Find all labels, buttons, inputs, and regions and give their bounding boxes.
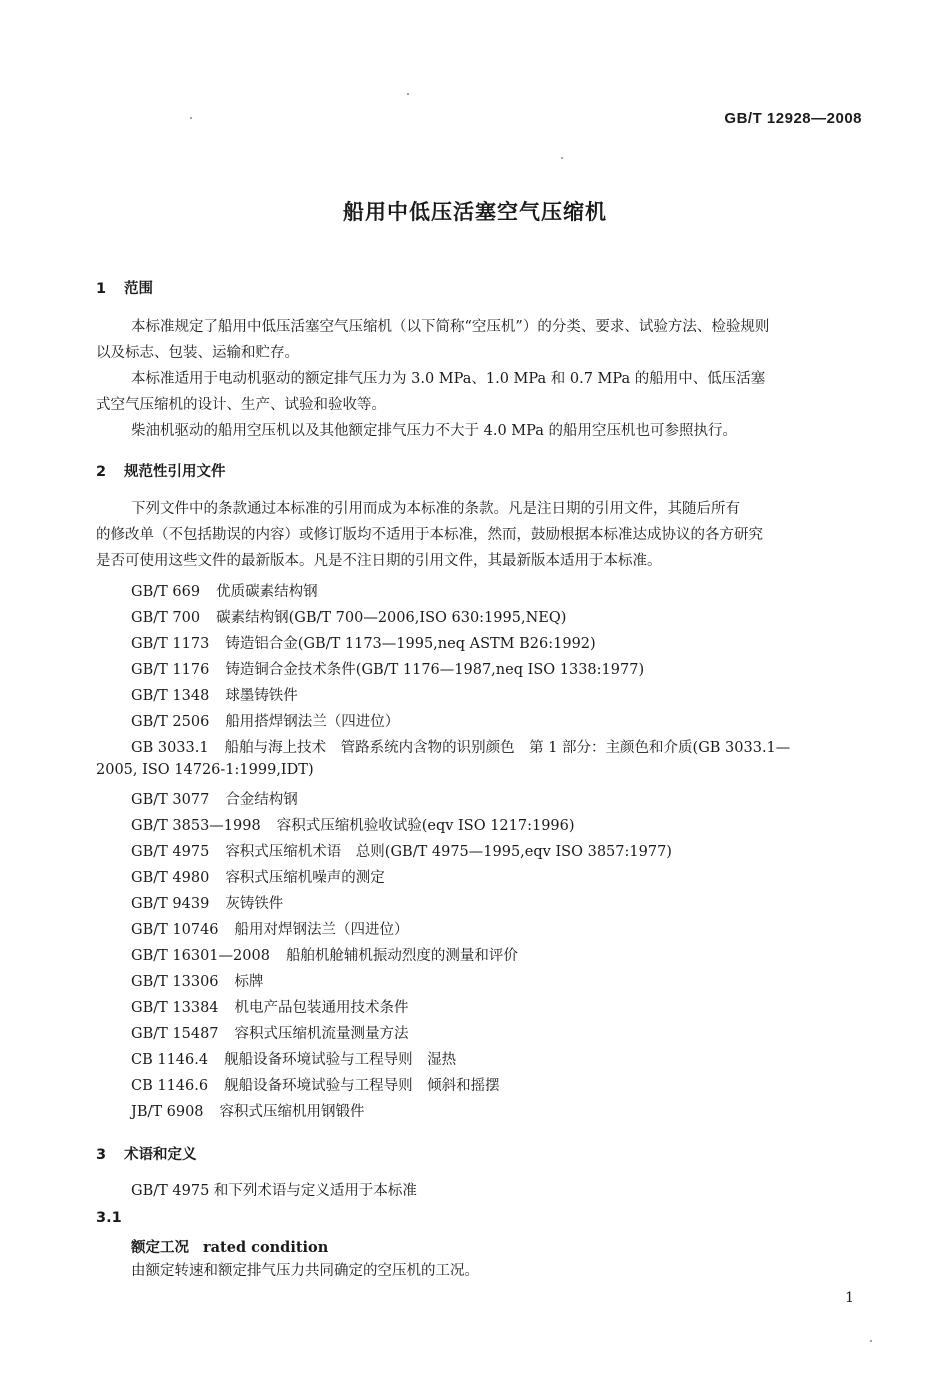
reference-item — [131, 840, 672, 861]
term-chinese: 额定工况 — [131, 1240, 189, 1256]
reference-item — [131, 658, 644, 679]
section-2-intro-line1: 下列文件中的条款通过本标准的引用而成为本标准的条款。凡是注日期的引用文件，其随后所有 — [131, 501, 740, 517]
scan-speck — [870, 1340, 872, 1342]
reference-title: 船舶与海上技术 管路系统内含物的识别颜色 第 1 部分：主颜色和介质(GB 3033.1— — [224, 740, 791, 756]
section-number: 1 — [96, 281, 107, 297]
reference-title: 标牌 — [234, 974, 264, 990]
reference-code: GB/T 1176 — [131, 662, 210, 678]
reference-title: 船用搭焊钢法兰（四进位） — [225, 714, 400, 730]
clause-number: 3.1 — [96, 1210, 122, 1226]
reference-code: CB 1146.6 — [131, 1078, 209, 1094]
section-1-heading — [96, 277, 153, 298]
term — [131, 1236, 328, 1257]
reference-item — [131, 970, 264, 991]
scan-speck — [190, 117, 192, 119]
reference-code: GB/T 669 — [131, 584, 201, 600]
reference-title: 容积式压缩机流量测量方法 — [234, 1026, 409, 1042]
section-number: 3 — [96, 1147, 107, 1163]
reference-code: JB/T 6908 — [131, 1104, 204, 1120]
section-title: 范围 — [124, 281, 153, 297]
reference-code: GB/T 4975 — [131, 844, 210, 860]
reference-title: 优质碳素结构钢 — [216, 584, 318, 600]
standard-number: GB/T 12928—2008 — [724, 110, 862, 127]
reference-item-continuation — [96, 762, 314, 778]
section-title: 规范性引用文件 — [124, 464, 226, 480]
reference-code: GB/T 13306 — [131, 974, 219, 990]
reference-code: GB/T 2506 — [131, 714, 210, 730]
reference-title: 灰铸铁件 — [225, 896, 284, 912]
reference-title: 碳素结构钢(GB/T 700—2006,ISO 630:1995,NEQ) — [216, 610, 567, 626]
reference-item — [131, 996, 409, 1017]
section-number: 2 — [96, 464, 107, 480]
scan-speck — [407, 93, 409, 95]
reference-code: CB 1146.4 — [131, 1052, 209, 1068]
section-1-p1-line1: 本标准规定了船用中低压活塞空气压缩机（以下简称“空压机”）的分类、要求、试验方法、检验规则 — [131, 319, 770, 335]
reference-item — [131, 1022, 409, 1043]
reference-item — [131, 814, 575, 835]
section-2-intro-line3: 是否可使用这些文件的最新版本。凡是不注日期的引用文件，其最新版本适用于本标准。 — [96, 553, 662, 569]
reference-title: 船舶机舱辅机振动烈度的测量和评价 — [285, 948, 518, 964]
reference-item — [131, 710, 399, 731]
document-title: 船用中低压活塞空气压缩机 — [343, 200, 607, 224]
reference-item — [131, 606, 566, 627]
reference-code: GB/T 3077 — [131, 792, 210, 808]
reference-title: 合金结构钢 — [225, 792, 298, 808]
term-definition: 由额定转速和额定排气压力共同确定的空压机的工况。 — [131, 1263, 479, 1279]
reference-title: 铸造铜合金技术条件(GB/T 1176—1987,neq ISO 1338:1977) — [225, 662, 645, 678]
reference-item — [131, 684, 298, 705]
section-1-p2-line1: 本标准适用于电动机驱动的额定排气压力为 3.0 MPa、1.0 MPa 和 0.7 MPa 的船用中、低压活塞 — [131, 371, 766, 387]
reference-title: 舰船设备环境试验与工程导则 倾斜和摇摆 — [224, 1078, 500, 1094]
reference-item — [131, 918, 409, 939]
reference-code: GB 3033.1 — [131, 740, 209, 756]
section-2-heading — [96, 460, 226, 481]
reference-code: GB/T 16301—2008 — [131, 948, 270, 964]
reference-code: GB/T 9439 — [131, 896, 210, 912]
reference-title: 容积式压缩机噪声的测定 — [225, 870, 385, 886]
reference-item — [131, 892, 283, 913]
page-number: 1 — [845, 1290, 854, 1306]
reference-item — [131, 866, 385, 887]
reference-item — [131, 632, 596, 653]
reference-title: 球墨铸铁件 — [225, 688, 298, 704]
reference-title: 容积式压缩机验收试验(eqv ISO 1217:1996) — [276, 818, 575, 834]
reference-title: 机电产品包装通用技术条件 — [234, 1000, 409, 1016]
reference-title: 容积式压缩机术语 总则(GB/T 4975—1995,eqv ISO 3857:1977) — [225, 844, 672, 860]
reference-title: 容积式压缩机用钢锻件 — [219, 1104, 365, 1120]
section-1-p3-line1: 柴油机驱动的船用空压机以及其他额定排气压力不大于 4.0 MPa 的船用空压机也可参照执行。 — [131, 423, 737, 439]
reference-code: GB/T 15487 — [131, 1026, 219, 1042]
reference-title: 铸造铝合金(GB/T 1173—1995,neq ASTM B26:1992) — [225, 636, 596, 652]
reference-title: 2005, ISO 14726-1:1999,IDT) — [96, 762, 314, 778]
reference-item — [131, 1074, 500, 1095]
reference-item — [131, 580, 318, 601]
section-1-p1-line2: 以及标志、包装、运输和贮存。 — [96, 345, 299, 361]
section-3-intro: GB/T 4975 和下列术语与定义适用于本标准 — [131, 1183, 417, 1199]
scan-speck — [561, 157, 563, 159]
section-3-heading — [96, 1143, 197, 1164]
reference-code: GB/T 13384 — [131, 1000, 219, 1016]
reference-code: GB/T 10746 — [131, 922, 219, 938]
section-2-intro-line2: 的修改单（不包括勘误的内容）或修订版均不适用于本标准，然而，鼓励根据本标准达成协议的各方研究 — [96, 527, 763, 543]
section-title: 术语和定义 — [124, 1147, 197, 1163]
reference-code: GB/T 1348 — [131, 688, 210, 704]
reference-code: GB/T 3853—1998 — [131, 818, 261, 834]
reference-item — [131, 1048, 456, 1069]
reference-title: 船用对焊钢法兰（四进位） — [234, 922, 409, 938]
reference-item — [131, 944, 518, 965]
reference-code: GB/T 1173 — [131, 636, 210, 652]
section-1-p2-line2: 式空气压缩机的设计、生产、试验和验收等。 — [96, 397, 386, 413]
reference-item — [131, 788, 298, 809]
reference-code: GB/T 700 — [131, 610, 201, 626]
reference-item — [131, 736, 790, 757]
reference-title: 舰船设备环境试验与工程导则 湿热 — [224, 1052, 457, 1068]
reference-code: GB/T 4980 — [131, 870, 210, 886]
reference-item — [131, 1100, 365, 1121]
term-english: rated condition — [203, 1239, 329, 1256]
